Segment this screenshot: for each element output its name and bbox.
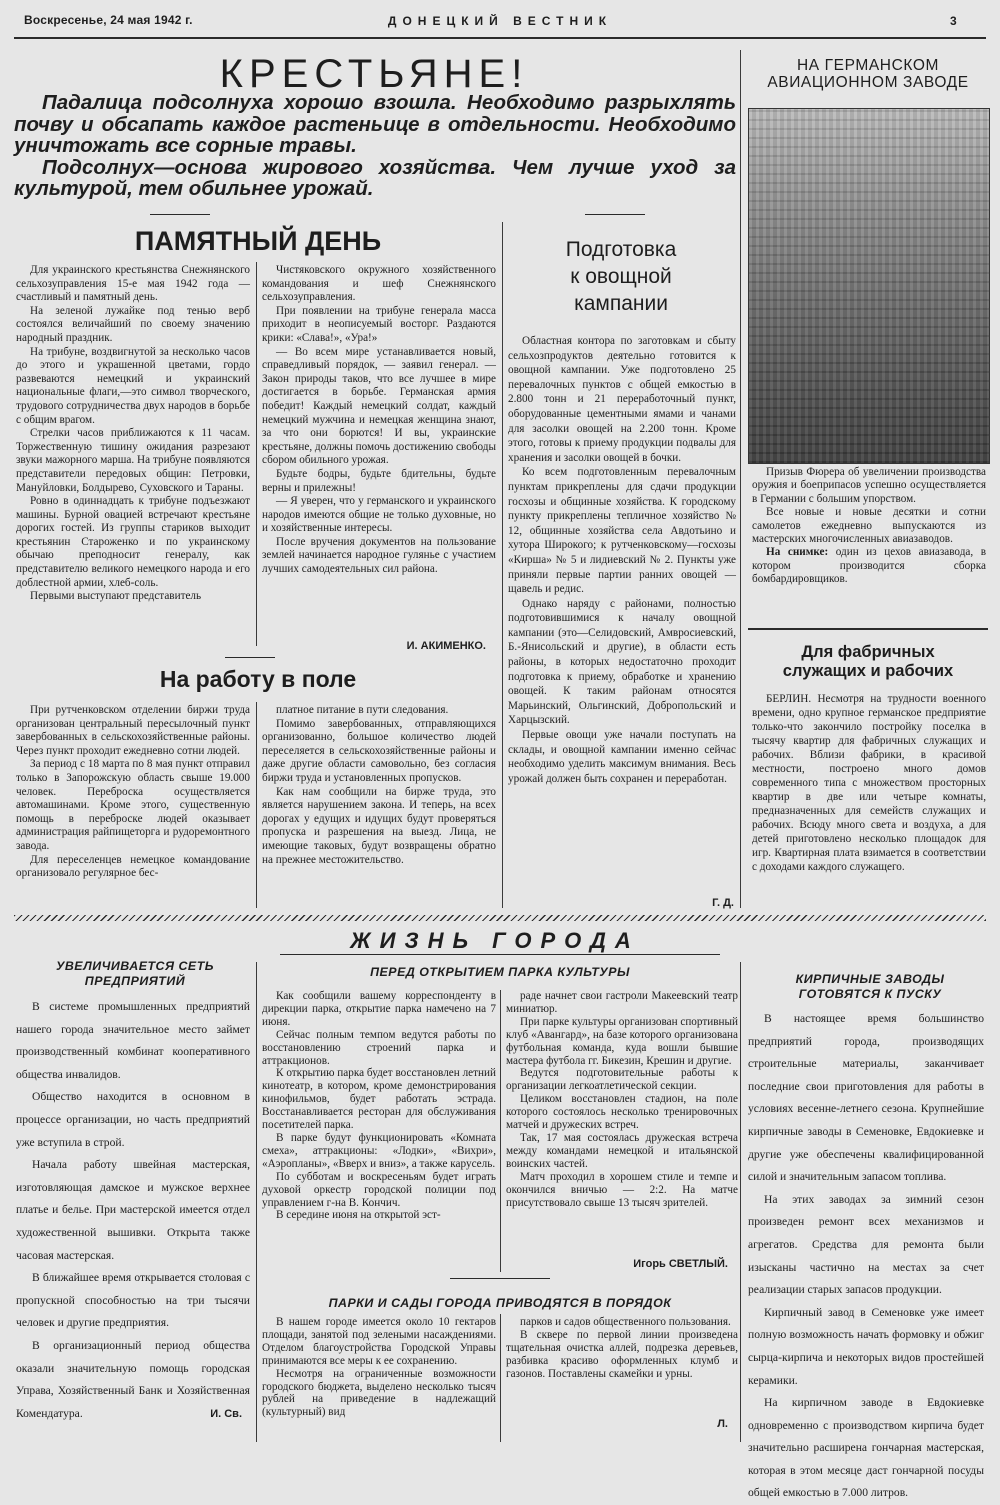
paragraph: Ведутся подготовительные работы к организации легкоатлетической секции. <box>506 1067 738 1093</box>
paragraph: На зеленой лужайке под тенью верб состоялся величайший по своему значению народный праздник. <box>16 304 250 344</box>
gardens-col1 <box>262 1316 496 1419</box>
paragraph: Целиком восстановлен стадион, на поле которого состоялось несколько тренировочных матчей и дружеских встреч. <box>506 1093 738 1132</box>
caption-label: На снимке: <box>766 546 829 559</box>
paragraph: Областная контора по заготовкам и сбыту сельхозпродуктов деятельно готовится к овощной кампании. Уже подготовлено 25 перевалочных пунктов с общей емкостью в 2.800 тонн и 21 переработочный пункт, оборудованные цементными ямами и чанами для засолки овощей на 2.200 тонн. Кроме этого, готовы к приему продукции подвалы для хранения и засолки овощей в бочки. <box>508 335 736 464</box>
divider <box>748 628 988 630</box>
signature: И. Св. <box>210 1408 242 1420</box>
column-rule <box>500 1314 501 1442</box>
paragraph: В середине июня на открытой эст- <box>276 1209 441 1222</box>
paragraph: Начала работу швейная мастерская, изготовляющая дамское и мужское верхнее платье и белье. При мастерской имеется отдел художественной вышивки. Открыта также часовая мастерская. <box>16 1158 250 1262</box>
paragraph: За период с 18 марта по 8 мая пункт отправил только в Запорожскую область свыше 19.000 человек. Переброска осуществляется автомашинами. Кроме этого, существенную помощь в переброске людей оказывает администрация райпищеторга и рудоремонтного завода. <box>16 758 250 852</box>
park-col1 <box>262 990 496 1222</box>
paragraph: Для переселенцев немецкое командование организовало регулярное бес- <box>16 853 250 880</box>
paragraph: Сейчас полным темпом ведутся работы по восстановлению строений парка и аттракционов. <box>262 1028 496 1067</box>
vegetables-text <box>508 334 736 786</box>
paragraph: Ко всем подготовленным перевалочным пунктам прикреплены для сдачи продукции госхозы и общинные хозяйства. К городскому пункту прикреплены тепличное хозяйство № 12, общинные хозяйства села Авдотьино и хутора Широкого; к рутченковскому—госхозы «Кирша» № 5 и лидиевский № 2. Пункты уже приняли первые партии ранних овощей — щавель и редис. <box>508 466 736 596</box>
section-rule-wavy <box>14 915 986 921</box>
paragraph: Помимо завербованных, отправляющихся организованно, большое количество людей переселяется в сельскохозяйственные районы и даже другие области самовольно, без согласия биржи труда и установленных пропусков. <box>262 717 496 784</box>
article-title-vegetables <box>508 236 734 317</box>
paragraph: Так, 17 мая состоялась дружеская встреча между командами немецкой и итальянской воинских частей. <box>506 1131 738 1170</box>
park-col2 <box>506 990 738 1209</box>
column-rule <box>502 222 503 908</box>
paragraph: На этих заводах за зимний сезон произведен ремонт всех механизмов и агрегатов. Средства для ремонта были изысканы частично на местах за счет реализации старых запасов продукции. <box>748 1192 984 1297</box>
divider <box>585 214 645 215</box>
photo-caption <box>752 466 986 587</box>
paragraph: При рутченковском отделении биржи труда организован центральный пересылочный пункт завербованных в сельскохозяйственные районы. Через пункт проходит ежедневно сотни людей. <box>16 704 250 757</box>
article-title-workers <box>748 643 988 681</box>
caption-text: один из цехов авиазавода, в котором производится сборка бомбардировщиков. <box>752 546 986 586</box>
paragraph: парков и садов общественного пользования. <box>520 1316 731 1328</box>
title-line: Для фабричных <box>801 643 935 661</box>
article-title-bricks: КИРПИЧНЫЕ ЗАВОДЫ ГОТОВЯТСЯ К ПУСКУ <box>795 972 945 1001</box>
column-rule <box>256 262 257 646</box>
paragraph: На кирпичном заводе в Евдокиевке одновременно с производством кирпича будет значительно расширена гончарная мастерская, которая в этом месяце даст гончарной посуды общей емкостью в 7.000 литров. <box>748 1396 984 1500</box>
column-rule <box>500 990 501 1272</box>
memorable-day-col2 <box>262 264 496 577</box>
paragraph: При появлении на трибуне генерала масса приходит в неописуемый восторг. Раздаются крики: «Слава!», «Ура!» <box>262 304 496 344</box>
paragraph: раде начнет свои гастроли Макеевский театр миниатюр. <box>506 990 738 1015</box>
title-line: служащих и рабочих <box>782 662 954 680</box>
paragraph: Призыв Фюрера об увеличении производства оружия и боеприпасов успешно осуществляется в Германии с большим упорством. <box>752 466 986 505</box>
paragraph: — Я уверен, что у германского и украинского народов имеются общие не только духовные, но и хозяйственные интересы. <box>262 495 496 535</box>
title-line: к овощной <box>570 265 672 288</box>
paragraph: Матч проходил в хорошем стиле и темпе и окончился вничью — 2:2. На матче присутствовало свыше 13 тысяч зрителей. <box>506 1170 738 1209</box>
workers-text <box>752 692 986 874</box>
column-rule <box>256 702 257 908</box>
column-rule <box>256 962 257 1442</box>
paragraph: Как сообщили вашему корреспонденту в дирекции парка, открытие парка намечено на 7 июня. <box>262 990 496 1028</box>
paragraph: К открытию парка будет восстановлен летний кинотеатр, в котором, кроме демонстрирования кинофильмов, будет работать эстрада. Восстанавливается ресторан для обслуживания посетителей парка. <box>262 1067 496 1132</box>
to-field-col1 <box>16 704 250 881</box>
photo-title <box>748 57 988 91</box>
paragraph: Однако наряду с районами, полностью подготовившимися к началу овощной кампании (это—Селидовский, Амвросиевский, Б.-Янисольский и другие), в области есть районы, в которых недостаточно проходит подготовка к приему, обработке и хранению овощей. К таким районам относятся Марьинский, Ольгинский, Добропольский и Харцызский. <box>508 597 736 727</box>
section-title-city: ЖИЗНЬ ГОРОДА <box>350 928 640 953</box>
to-field-col2 <box>262 704 496 867</box>
signature: И. АКИМЕНКО. <box>406 640 486 652</box>
signature: Л. <box>717 1418 728 1430</box>
paragraph: Чистяковского окружного хозяйственного командования и шеф Снежнянского сельхозуправления. <box>262 264 496 304</box>
divider <box>150 214 210 215</box>
paragraph: Все новые и новые десятки и сотни самолетов ежедневно выпускаются из мастерских многочисленных авиазаводов. <box>752 506 986 546</box>
paragraph: платное питание в пути следования. <box>276 704 449 716</box>
paragraph: В организационный период общества оказали значительную помощь городская Управа, Хозяйственный Банк и Хозяйственная Комендатура. <box>16 1338 250 1420</box>
divider <box>450 1278 550 1279</box>
paragraph: В нашем городе имеется около 10 гектаров площади, занятой под зелеными насаждениями. Отделом благоустройства Городской Управы принимаются все меры к ее сохранению. <box>262 1316 496 1367</box>
title-line: кампании <box>574 292 668 315</box>
paragraph: Ровно в одиннадцать к трибуне подъезжают машины. Бурной овацией встречают крестьяне дорогих гостей. Из группы стариков выходит крестьянин Староженко и по украинскому обычаю преподносит генералу, как представителю великого немецкого народа и его доблестной армии, хлеб-соль. <box>16 495 250 589</box>
divider <box>225 657 275 658</box>
paragraph: Как нам сообщили на бирже труда, это является нарушением закона. И теперь, на всех дорогах у едущих и идущих будут проверяться пропуска и разрешения на выезд. Лица, не имеющие таковых, будут возвращены обратно на прежнее местожительство. <box>262 785 496 866</box>
paragraph: Первые овощи уже начали поступать на склады, и овощной кампании именно сейчас необходимо уделить максимум внимания. Весь урожай должен быть сохранен и переработан. <box>508 729 736 785</box>
appeal-paragraph: Падалица подсолнуха хорошо взошла. Необходимо разрыхлять почву и обсапать каждое растеньице в отдельности. Необходимо уничтожать все сорные травы. <box>14 91 736 157</box>
article-title-to-field: На работу в поле <box>159 666 357 692</box>
signature: Игорь СВЕТЛЫЙ. <box>633 1258 728 1270</box>
title-line: АВИАЦИОННОМ ЗАВОДЕ <box>767 74 969 91</box>
paragraph: Общество находится в основном в процессе организации, но часть предприятий уже вступила в строй. <box>16 1090 250 1149</box>
paragraph: Для украинского крестьянства Снежнянского сельхозуправления 15-е мая 1942 года — счастливый и памятный день. <box>16 264 250 304</box>
signature: Г. Д. <box>712 897 734 909</box>
section-title-underline <box>280 954 720 955</box>
column-rule <box>740 962 741 1442</box>
aviation-factory-photo <box>748 108 990 464</box>
article-title-gardens: ПАРКИ И САДЫ ГОРОДА ПРИВОДЯТСЯ В ПОРЯДОК <box>328 1296 672 1310</box>
memorable-day-col1 <box>16 264 250 604</box>
paragraph: При парке культуры организован спортивный клуб «Авангард», на базе которого организована футбольная команда, куда вошли бывшие мастера футбола гг. Бикезин, Крешин и другие. <box>506 1015 738 1067</box>
bricks-text <box>748 1008 984 1505</box>
paragraph: — Во всем мире устанавливается новый, справедливый порядок, — заявил генерал. — Закон природы таков, что все лучшее в мире достигается в борьбе. Германская армия победит! Каждый немецкий солдат, каждый немецкий мужчина и немецкая женщина знают, за что они борются! И вы, украинские крестьяне, должны помочь достижению свободы сбором обильного урожая. <box>262 345 496 467</box>
issue-date: Воскресенье, 24 мая 1942 г. <box>24 13 193 27</box>
appeal-paragraph: Подсолнух—основа жирового хозяйства. Чем лучше уход за культурой, тем обильнее урожай. <box>14 155 736 200</box>
enterprises-text <box>16 996 250 1425</box>
appeal-title: КРЕСТЬЯНЕ! <box>219 52 529 96</box>
header-rule <box>14 37 986 39</box>
appeal-text <box>14 92 736 200</box>
gardens-col2 <box>506 1316 738 1381</box>
paragraph: В настоящее время большинство предприятий города, производящих строительные материалы, заканчивает последние свои приготовления для работы в условиях весенне-летнего сезона. Крупнейшие кирпичные заводы в Семеновке, Евдокиевке и другие уже обеспечены квалифицированной силой и значительным запасом топлива. <box>748 1012 984 1184</box>
paragraph: В сквере по первой линии произведена тщательная очистка аллей, подрезка деревьев, разбивка красиво оформленных клумб и газонов. Поставлены скамейки и урны. <box>506 1328 738 1380</box>
page-number: 3 <box>950 14 957 28</box>
article-title-enterprises: УВЕЛИЧИВАЕТСЯ СЕТЬ ПРЕДПРИЯТИЙ <box>55 959 215 988</box>
article-title-memorable-day: ПАМЯТНЫЙ ДЕНЬ <box>134 226 382 256</box>
paragraph: Первыми выступают представитель <box>30 590 202 603</box>
column-rule <box>740 50 741 908</box>
paragraph: Стрелки часов приближаются к 11 часам. Торжественную тишину ожидания разрезают звуки мажорного марша. На трибуне появляются представители передовых общин: Петровки, Мануйловки, Болдырево, Суховского и Тараны. <box>16 427 250 494</box>
article-title-park: ПЕРЕД ОТКРЫТИЕМ ПАРКА КУЛЬТУРЫ <box>370 965 630 979</box>
paragraph: Будьте бодры, будьте бдительны, будьте верны и прилежны! <box>262 467 496 494</box>
paragraph: На трибуне, воздвигнутой за несколько часов до этого и украшенной цветами, гордо развеваются немецкий и украинский национальные флаги,—это символ творческого, трудового сотрудничества двух народов в борьбе с общим врагом. <box>16 345 250 426</box>
paragraph: В системе промышленных предприятий нашего города значительное место займет производственный комбинат кооперативного общества инвалидов. <box>16 1000 250 1081</box>
paragraph: Кирпичный завод в Семеновке уже имеет полную возможность начать формовку и обжиг сырца-кирпича и некоторых видов простейшей керамики. <box>748 1305 984 1387</box>
paragraph: В парке будут функционировать «Комната смеха», аттракционы: «Лодки», «Вихри», «Аэропланы», «Вверх и вниз», а также карусель. <box>262 1131 496 1170</box>
title-line: Подготовка <box>565 238 677 261</box>
title-line: НА ГЕРМАНСКОМ <box>797 57 939 74</box>
paragraph: После вручения документов на пользование землей начинается народное гулянье с участием лучших самодеятельных сил района. <box>262 535 496 576</box>
paragraph: БЕРЛИН. Несмотря на трудности военного времени, одно крупное германское предприятие только-что закончило постройку поселка в тысячу квартир для фабричных служащих и рабочих. Вблизи фабрики, в красивой местности, построено много домов современного типа с множеством просторных квартир в две или четыре комнаты, предназначенных для семейств служащих и рабочих. Всюду много света и воздуха, а для детей приготовлено несколько площадок для игр. Квартирная плата взимается в соответствии с доходами каждого служащего. <box>752 693 986 873</box>
paragraph: В ближайшее время открывается столовая с пропускной способностью на три тысячи человек и другие предприятия. <box>16 1271 250 1330</box>
paragraph <box>752 546 986 586</box>
paragraph: Несмотря на ограниченные возможности городского бюджета, выделено несколько тысяч рублей на приведение в надлежащий (культурный) вид <box>262 1367 496 1419</box>
newspaper-name: ДОНЕЦКИЙ ВЕСТНИК <box>387 14 613 28</box>
paragraph: По субботам и воскресеньям будет играть духовой оркестр городской полиции под управлением г-на В. Кончич. <box>262 1170 496 1209</box>
